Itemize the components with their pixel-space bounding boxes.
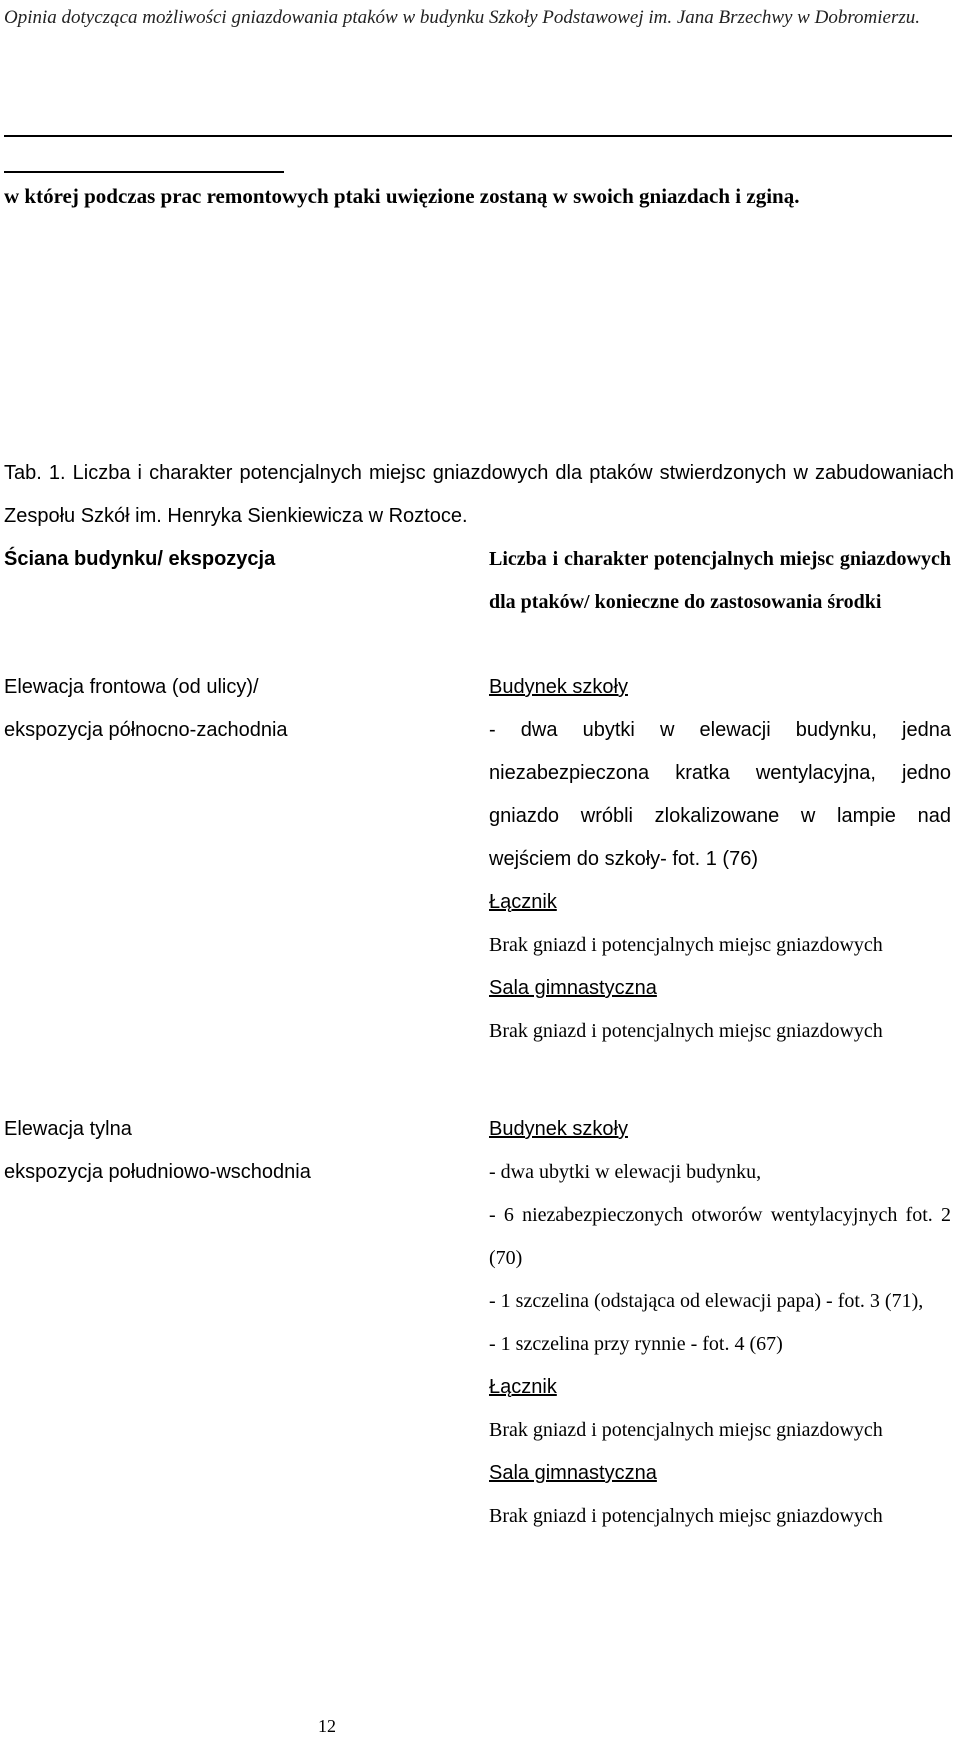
front-gym-text: Brak gniazd i potencjalnych miejsc gniazdowych <box>489 1020 883 1042</box>
rear-gym-heading: Sala gimnastyczna <box>489 1462 657 1484</box>
front-school-text: - dwa ubytki w elewacji budynku, jedna niezabezpieczona kratka wentylacyjna, jedno gniazdo wróbli zlokalizowane w lampie nad wejściem do szkoły- fot. 1 (76) <box>489 719 951 870</box>
front-gym-heading: Sala gimnastyczna <box>489 977 657 999</box>
front-elevation-label <box>4 666 444 752</box>
rear-connector-heading: Łącznik <box>489 1376 557 1398</box>
rear-school-item2: - 6 niezabezpieczonych otworów wentylacyjnych fot. 2 (70) <box>489 1204 951 1269</box>
horizontal-rule <box>4 135 952 137</box>
document-header <box>4 0 954 35</box>
rear-school-heading: Budynek szkoły <box>489 1118 628 1140</box>
front-school-heading: Budynek szkoły <box>489 676 628 698</box>
rear-connector-text: Brak gniazd i potencjalnych miejsc gniazdowych <box>489 1419 883 1441</box>
page-number: 12 <box>318 1716 336 1736</box>
front-connector-heading: Łącznik <box>489 891 557 913</box>
table-col2-header: Liczba i charakter potencjalnych miejsc gniazdowych dla ptaków/ konieczne do zastosowania środki <box>489 548 951 613</box>
front-connector-text: Brak gniazd i potencjalnych miejsc gniazdowych <box>489 934 883 956</box>
table-col1-header: Ściana budynku/ ekspozycja <box>4 548 276 570</box>
front-elevation-details <box>489 666 951 1053</box>
header-text: Opinia dotycząca możliwości gniazdowania ptaków w budynku Szkoły Podstawowej im. Jana Brzechwy w Dobromierzu. <box>4 7 920 28</box>
rear-elevation-label <box>4 1108 444 1194</box>
rear-gym-text: Brak gniazd i potencjalnych miejsc gniazdowych <box>489 1505 883 1527</box>
rear-school-item3: - 1 szczelina (odstająca od elewacji papa) - fot. 3 (71), <box>489 1290 924 1312</box>
front-label-line2: ekspozycja północno-zachodnia <box>4 719 288 741</box>
rear-school-item4: - 1 szczelina przy rynnie - fot. 4 (67) <box>489 1333 783 1355</box>
rear-school-item1: - dwa ubytki w elewacji budynku, <box>489 1161 762 1183</box>
intro-paragraph: w której podczas prac remontowych ptaki uwięzione zostaną w swoich gniazdach i zginą. <box>4 184 800 208</box>
rear-elevation-details <box>489 1108 951 1538</box>
rear-label-line1: Elewacja tylna <box>4 1118 132 1140</box>
rear-label-line2: ekspozycja południowo-wschodnia <box>4 1161 311 1183</box>
table-caption: Tab. 1. Liczba i charakter potencjalnych miejsc gniazdowych dla ptaków stwierdzonych w zabudowaniach Zespołu Szkół im. Henryka Sienkiewicza w Roztoce. <box>4 462 954 527</box>
front-label-line1: Elewacja frontowa (od ulicy)/ <box>4 676 259 698</box>
